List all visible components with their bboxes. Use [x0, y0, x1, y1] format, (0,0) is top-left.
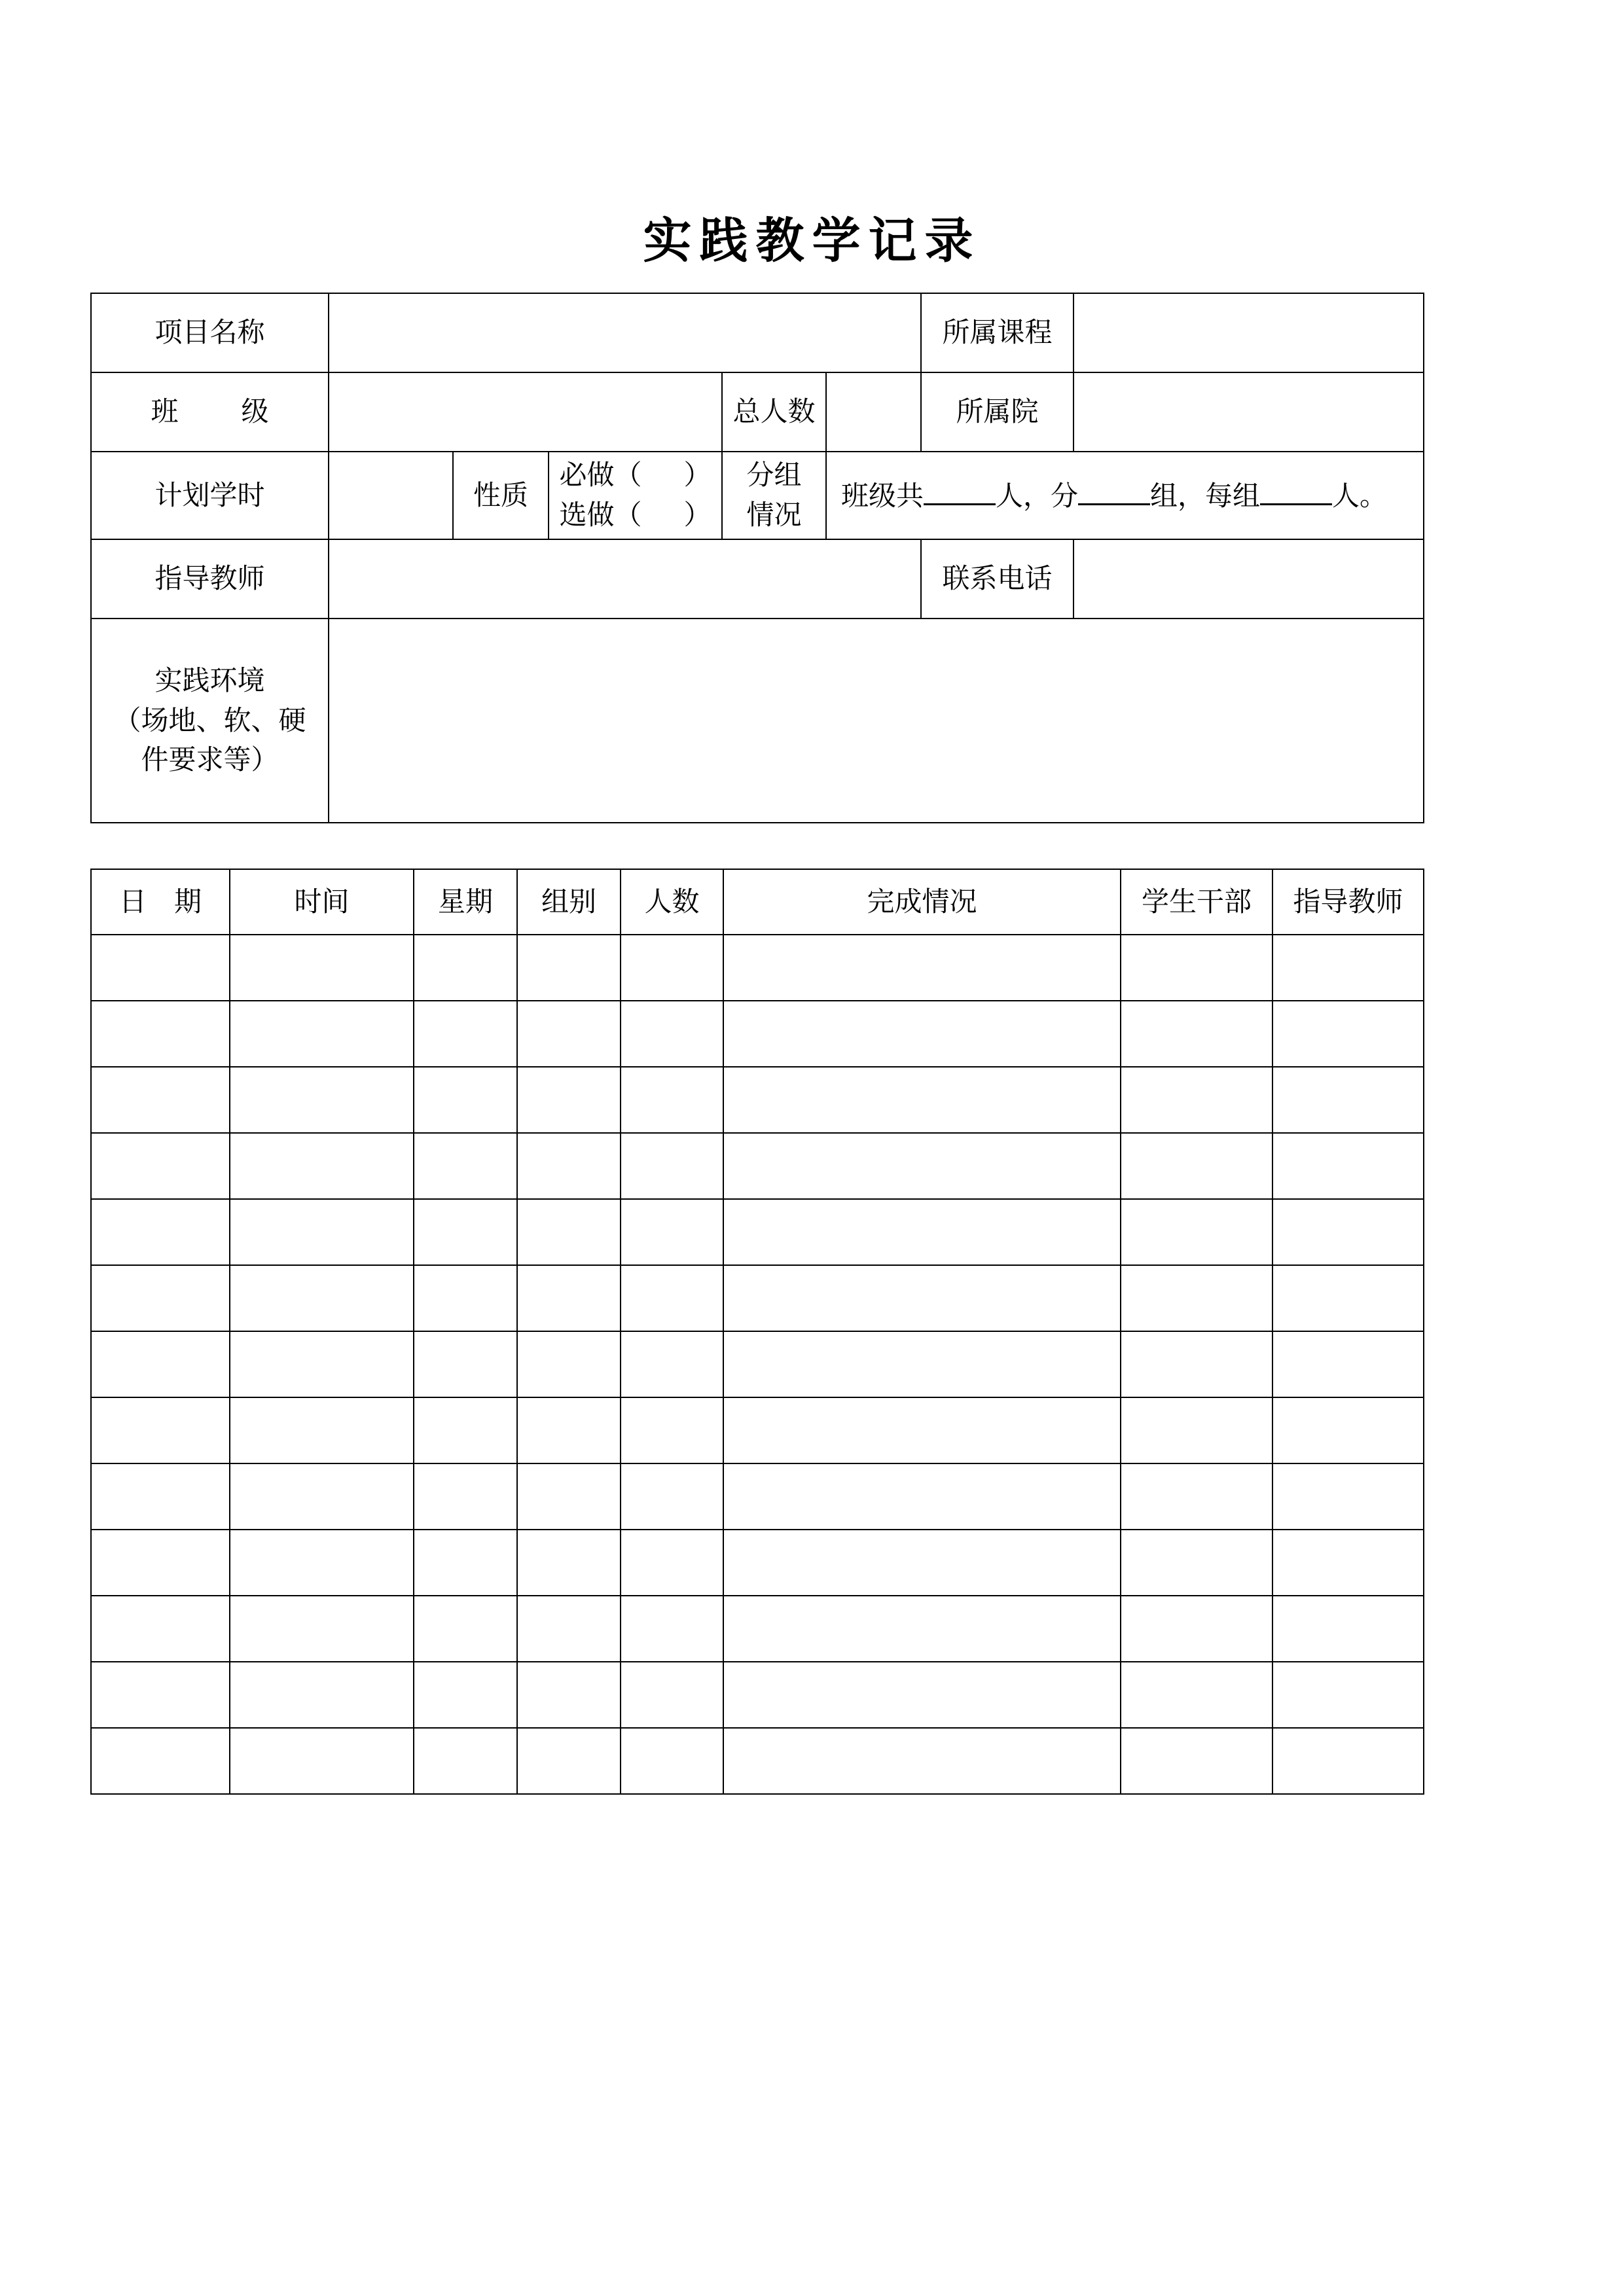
cell-weekday[interactable] [414, 1397, 517, 1463]
label-environment: 实践环境 （场地、软、硬 件要求等） [91, 619, 329, 823]
cell-date[interactable] [91, 1728, 230, 1794]
cell-student-leader[interactable] [1121, 1463, 1272, 1530]
cell-date[interactable] [91, 1331, 230, 1397]
cell-group[interactable] [517, 1662, 621, 1728]
cell-group[interactable] [517, 1397, 621, 1463]
cell-weekday[interactable] [414, 1001, 517, 1067]
label-phone: 联系电话 [921, 539, 1074, 619]
header-time: 时间 [230, 869, 414, 935]
cell-completion[interactable] [723, 935, 1121, 1001]
total-field[interactable] [826, 372, 921, 452]
cell-count[interactable] [621, 935, 723, 1001]
cell-completion[interactable] [723, 1596, 1121, 1662]
cell-teacher[interactable] [1272, 1331, 1424, 1397]
cell-teacher[interactable] [1272, 1596, 1424, 1662]
cell-weekday[interactable] [414, 1199, 517, 1265]
header-completion: 完成情况 [723, 869, 1121, 935]
cell-date[interactable] [91, 1133, 230, 1199]
cell-student-leader[interactable] [1121, 1001, 1272, 1067]
cell-teacher[interactable] [1272, 1728, 1424, 1794]
table-row [91, 1001, 1424, 1067]
cell-completion[interactable] [723, 1265, 1121, 1331]
cell-teacher[interactable] [1272, 1463, 1424, 1530]
cell-date[interactable] [91, 1001, 230, 1067]
cell-teacher[interactable] [1272, 1133, 1424, 1199]
cell-count[interactable] [621, 1265, 723, 1331]
grouping-text[interactable]: 班级共 人，分 组，每组 人。 [826, 452, 1424, 539]
cell-weekday[interactable] [414, 1463, 517, 1530]
cell-time[interactable] [230, 1001, 414, 1067]
label-total: 总人数 [722, 372, 826, 452]
cell-student-leader[interactable] [1121, 1067, 1272, 1133]
cell-time[interactable] [230, 1728, 414, 1794]
cell-date[interactable] [91, 1265, 230, 1331]
cell-teacher[interactable] [1272, 1265, 1424, 1331]
phone-field[interactable] [1074, 539, 1424, 619]
cell-date[interactable] [91, 1662, 230, 1728]
cell-student-leader[interactable] [1121, 1530, 1272, 1596]
header-teacher: 指导教师 [1272, 869, 1424, 935]
cell-time[interactable] [230, 1067, 414, 1133]
course-field[interactable] [1074, 293, 1424, 372]
cell-count[interactable] [621, 1001, 723, 1067]
cell-weekday[interactable] [414, 1662, 517, 1728]
cell-weekday[interactable] [414, 1133, 517, 1199]
header-date: 日 期 [91, 869, 230, 935]
label-hours: 计划学时 [91, 452, 329, 539]
cell-completion[interactable] [723, 1067, 1121, 1133]
cell-time[interactable] [230, 1596, 414, 1662]
cell-weekday[interactable] [414, 1728, 517, 1794]
table-row [91, 1397, 1424, 1463]
cell-time[interactable] [230, 935, 414, 1001]
table-row [91, 1530, 1424, 1596]
table-row [91, 1199, 1424, 1265]
cell-student-leader[interactable] [1121, 1133, 1272, 1199]
cell-date[interactable] [91, 1530, 230, 1596]
cell-time[interactable] [230, 1397, 414, 1463]
table-row [91, 1133, 1424, 1199]
cell-completion[interactable] [723, 1001, 1121, 1067]
label-teacher: 指导教师 [91, 539, 329, 619]
cell-group[interactable] [517, 1728, 621, 1794]
college-field[interactable] [1074, 372, 1424, 452]
cell-time[interactable] [230, 1530, 414, 1596]
table-row [91, 1067, 1424, 1133]
cell-group[interactable] [517, 1265, 621, 1331]
cell-teacher[interactable] [1272, 935, 1424, 1001]
project-name-field[interactable] [329, 293, 921, 372]
table-row [91, 1596, 1424, 1662]
cell-date[interactable] [91, 1463, 230, 1530]
blank-class-size [924, 475, 996, 505]
cell-completion[interactable] [723, 1463, 1121, 1530]
cell-weekday[interactable] [414, 1067, 517, 1133]
cell-completion[interactable] [723, 1331, 1121, 1397]
table-row [91, 935, 1424, 1001]
cell-completion[interactable] [723, 1728, 1121, 1794]
cell-count[interactable] [621, 1133, 723, 1199]
header-group: 组别 [517, 869, 621, 935]
cell-time[interactable] [230, 1662, 414, 1728]
cell-time[interactable] [230, 1463, 414, 1530]
table-row [91, 1662, 1424, 1728]
cell-count[interactable] [621, 1067, 723, 1133]
cell-student-leader[interactable] [1121, 1728, 1272, 1794]
cell-completion[interactable] [723, 1133, 1121, 1199]
header-count: 人数 [621, 869, 723, 935]
page-title: 实践教学记录 [643, 213, 981, 269]
cell-count[interactable] [621, 1596, 723, 1662]
cell-count[interactable] [621, 1331, 723, 1397]
practice-log-table [90, 869, 1424, 1795]
cell-group[interactable] [517, 1331, 621, 1397]
hours-field[interactable] [329, 452, 453, 539]
cell-student-leader[interactable] [1121, 1199, 1272, 1265]
cell-weekday[interactable] [414, 1596, 517, 1662]
cell-count[interactable] [621, 1662, 723, 1728]
label-course: 所属课程 [921, 293, 1074, 372]
label-class: 班 级 [91, 372, 329, 452]
cell-group[interactable] [517, 1001, 621, 1067]
cell-completion[interactable] [723, 1397, 1121, 1463]
cell-student-leader[interactable] [1121, 1265, 1272, 1331]
cell-time[interactable] [230, 1133, 414, 1199]
cell-group[interactable] [517, 1199, 621, 1265]
nature-options[interactable] [549, 452, 722, 539]
cell-completion[interactable] [723, 1199, 1121, 1265]
cell-time[interactable] [230, 1199, 414, 1265]
cell-group[interactable] [517, 1530, 621, 1596]
table-row [91, 1728, 1424, 1794]
cell-teacher[interactable] [1272, 1530, 1424, 1596]
cell-time[interactable] [230, 1265, 414, 1331]
cell-date[interactable] [91, 935, 230, 1001]
cell-group[interactable] [517, 935, 621, 1001]
cell-student-leader[interactable] [1121, 1596, 1272, 1662]
cell-completion[interactable] [723, 1662, 1121, 1728]
cell-date[interactable] [91, 1596, 230, 1662]
cell-student-leader[interactable] [1121, 1331, 1272, 1397]
class-field[interactable] [329, 372, 722, 452]
cell-date[interactable] [91, 1199, 230, 1265]
option-required: 必做（ ） [559, 459, 712, 492]
cell-student-leader[interactable] [1121, 935, 1272, 1001]
table-row [91, 1463, 1424, 1530]
cell-time[interactable] [230, 1331, 414, 1397]
cell-teacher[interactable] [1272, 1397, 1424, 1463]
cell-count[interactable] [621, 1397, 723, 1463]
cell-student-leader[interactable] [1121, 1397, 1272, 1463]
cell-group[interactable] [517, 1133, 621, 1199]
cell-count[interactable] [621, 1463, 723, 1530]
cell-group[interactable] [517, 1596, 621, 1662]
cell-completion[interactable] [723, 1530, 1121, 1596]
label-nature: 性质 [453, 452, 549, 539]
log-header-row [91, 869, 1424, 935]
environment-field[interactable] [329, 619, 1424, 823]
cell-group[interactable] [517, 1463, 621, 1530]
cell-weekday[interactable] [414, 1530, 517, 1596]
label-project-name: 项目名称 [91, 293, 329, 372]
cell-teacher[interactable] [1272, 1067, 1424, 1133]
cell-count[interactable] [621, 1530, 723, 1596]
cell-weekday[interactable] [414, 1331, 517, 1397]
table-row [91, 1331, 1424, 1397]
cell-group[interactable] [517, 1067, 621, 1133]
cell-teacher[interactable] [1272, 1199, 1424, 1265]
teacher-field[interactable] [329, 539, 921, 619]
table-row [91, 1265, 1424, 1331]
cell-teacher[interactable] [1272, 1662, 1424, 1728]
label-grouping: 分组 情况 [722, 452, 826, 539]
cell-date[interactable] [91, 1067, 230, 1133]
cell-count[interactable] [621, 1728, 723, 1794]
cell-student-leader[interactable] [1121, 1662, 1272, 1728]
header-weekday: 星期 [414, 869, 517, 935]
project-info-table [90, 293, 1424, 823]
cell-weekday[interactable] [414, 1265, 517, 1331]
cell-teacher[interactable] [1272, 1001, 1424, 1067]
blank-group-size [1260, 475, 1332, 505]
option-elective: 选做（ ） [559, 499, 712, 531]
cell-count[interactable] [621, 1199, 723, 1265]
cell-date[interactable] [91, 1397, 230, 1463]
blank-group-count [1078, 475, 1150, 505]
label-college: 所属院 [921, 372, 1074, 452]
header-student-leader: 学生干部 [1121, 869, 1272, 935]
cell-weekday[interactable] [414, 935, 517, 1001]
